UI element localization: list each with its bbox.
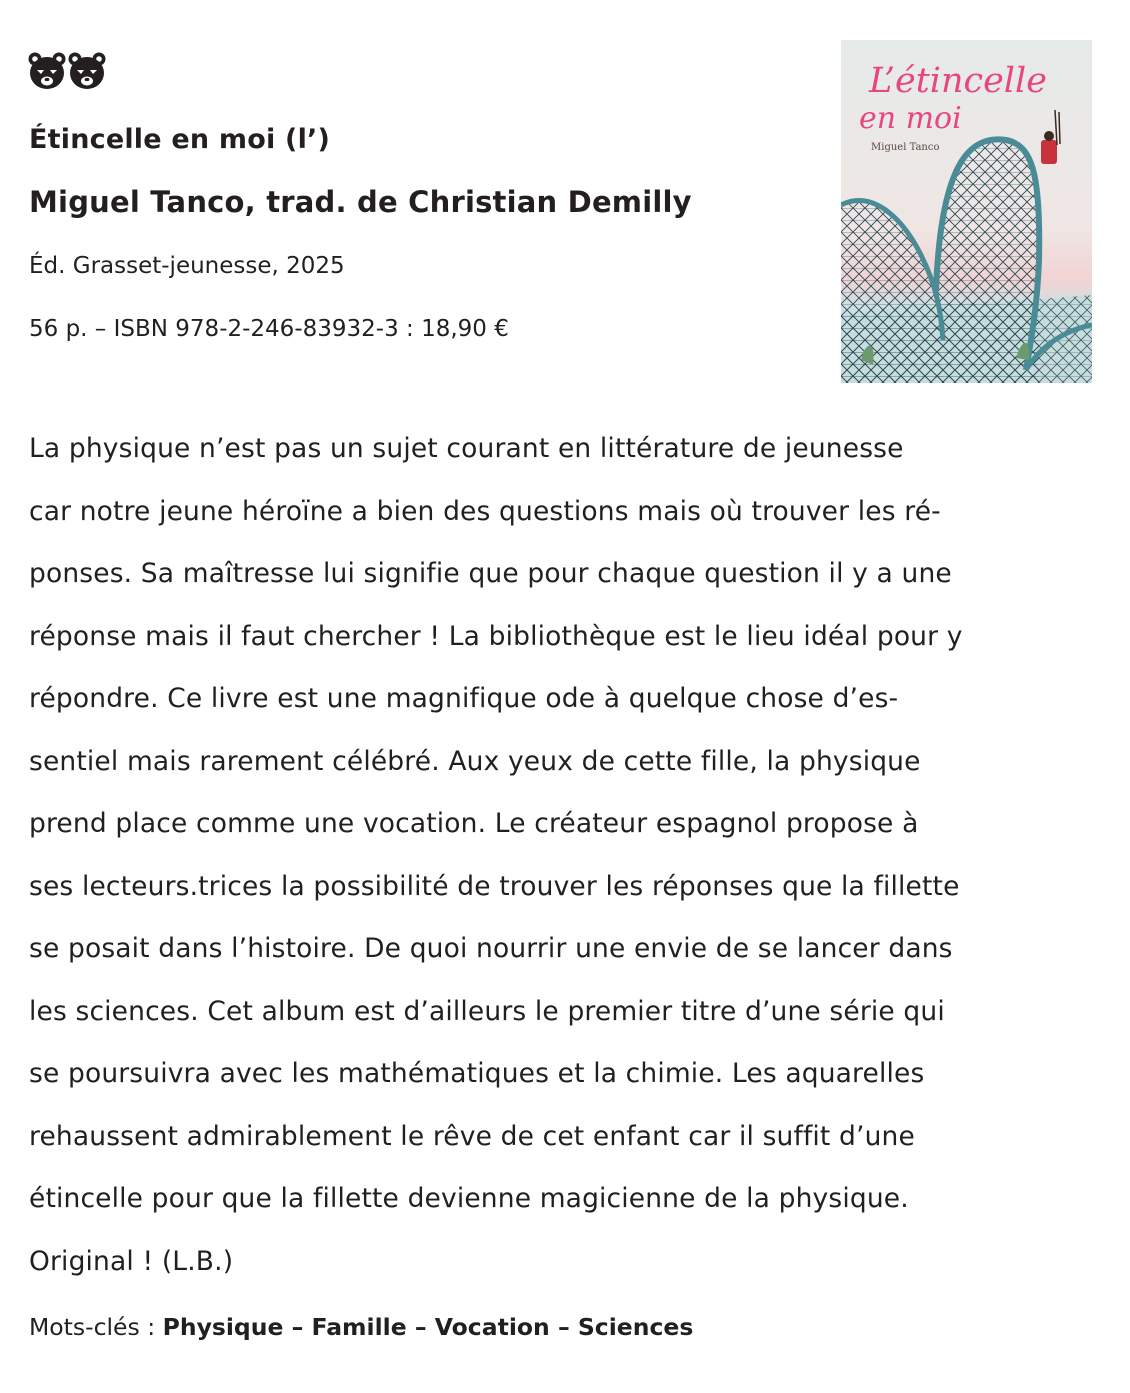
book-cover-image	[841, 40, 1092, 383]
review-line: ses lecteurs.trices la possibilité de trouver les réponses que la fillette	[29, 870, 960, 902]
book-details: 56 p. – ISBN 978-2-246-83932-3 : 18,90 €	[29, 316, 509, 342]
review-text	[29, 418, 1099, 1293]
review-line: se poursuivra avec les mathématiques et la chimie. Les aquarelles	[29, 1058, 925, 1089]
cover-author: Miguel Tanco	[871, 142, 940, 153]
book-publisher: Éd. Grasset-jeunesse, 2025	[29, 253, 345, 279]
bear-face-icon	[28, 50, 66, 90]
review-line: car notre jeune héroïne a bien des questions mais où trouver les ré-	[29, 495, 941, 527]
review-line: répondre. Ce livre est une magnifique ode à quelque chose d’es-	[29, 683, 899, 714]
keywords	[29, 1313, 693, 1341]
review-line: prend place comme une vocation. Le créateur espagnol propose à	[29, 808, 919, 839]
review-line: ponses. Sa maîtresse lui signifie que pour chaque question il y a une	[29, 558, 952, 589]
cover-title-line2: en moi	[859, 101, 962, 136]
review-line: sentiel mais rarement célébré. Aux yeux de cette fille, la physique	[29, 745, 921, 777]
review-line: réponse mais il faut chercher ! La bibliothèque est le lieu idéal pour y	[29, 620, 963, 652]
review-line: Original ! (L.B.)	[29, 1245, 234, 1277]
review-line: se posait dans l’histoire. De quoi nourrir une envie de se lancer dans	[29, 933, 953, 964]
age-rating	[28, 50, 106, 90]
review-line: les sciences. Cet album est d’ailleurs le premier titre d’une série qui	[29, 995, 945, 1027]
keywords-list: Physique – Famille – Vocation – Sciences	[162, 1313, 694, 1341]
book-author: Miguel Tanco, trad. de Christian Demilly	[29, 185, 692, 219]
bear-face-icon	[68, 50, 106, 90]
review-line: rehaussent admirablement le rêve de cet enfant car il suffit d’une	[29, 1120, 915, 1152]
cover-title-line1: L’étincelle	[869, 61, 1047, 101]
review-line: La physique n’est pas un sujet courant en littérature de jeunesse	[29, 433, 904, 464]
keywords-label: Mots-clés :	[29, 1313, 163, 1341]
book-title: Étincelle en moi (l’)	[29, 124, 331, 155]
review-line: étincelle pour que la fillette devienne magicienne de la physique.	[29, 1183, 909, 1214]
